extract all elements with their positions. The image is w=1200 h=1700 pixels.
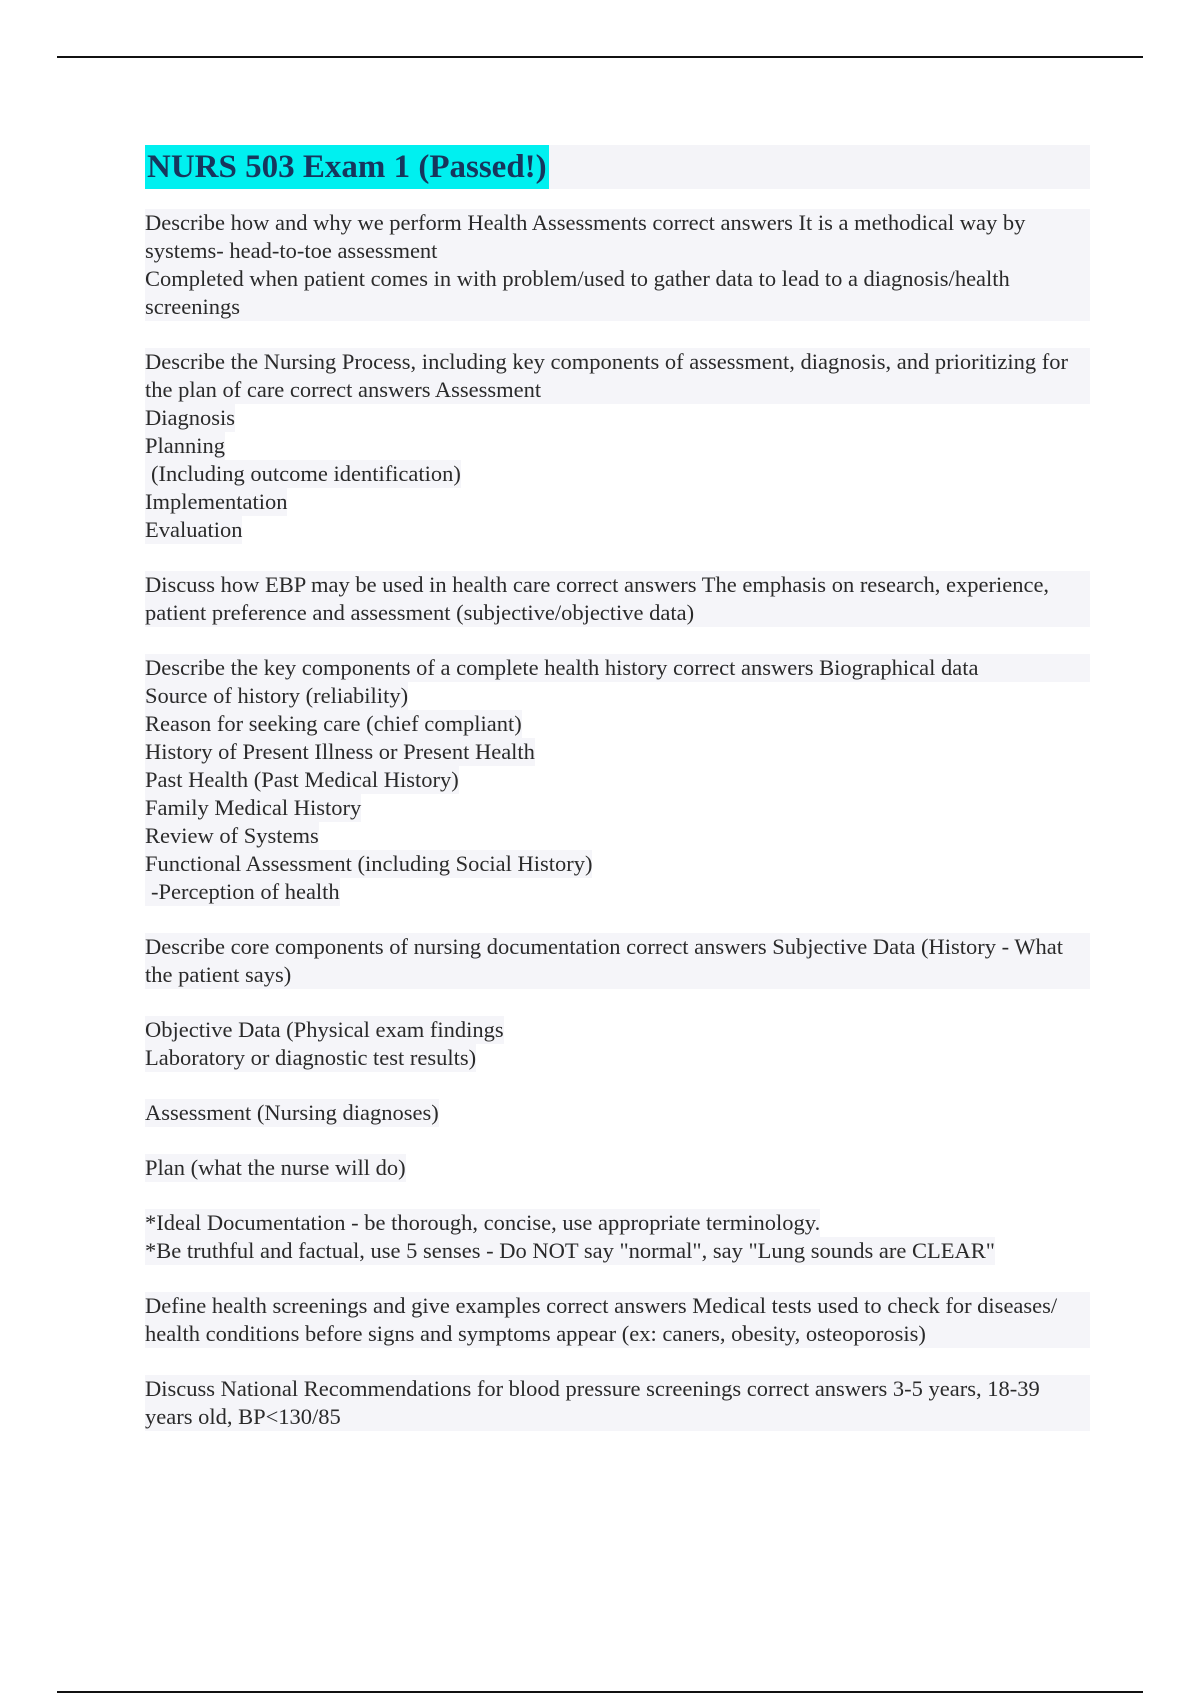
qa-line: -Perception of health xyxy=(145,878,340,906)
qa-question: Define health screenings and give examples correct answers Medical tests used to check for diseases/ health conditions before signs and symptoms appear (ex: caners, obesity, osteoporosis) xyxy=(145,1292,1090,1348)
qa-section xyxy=(145,1099,1090,1127)
qa-section xyxy=(145,654,1090,906)
qa-line: *Be truthful and factual, use 5 senses - Do NOT say "normal", say "Lung sounds are CLEAR" xyxy=(145,1238,995,1263)
qa-section xyxy=(145,1209,1090,1265)
document-body xyxy=(145,145,1090,1458)
qa-line: Past Health (Past Medical History) xyxy=(145,767,459,792)
qa-section xyxy=(145,933,1090,989)
qa-line: Planning xyxy=(145,433,226,458)
page-top-rule xyxy=(57,56,1143,58)
qa-line: Reason for seeking care (chief compliant) xyxy=(145,711,522,736)
qa-question: Assessment (Nursing diagnoses) xyxy=(145,1100,439,1125)
qa-question: Describe how and why we perform Health Assessments correct answers It is a methodical way by systems- head-to-toe assessment xyxy=(145,209,1090,265)
qa-section xyxy=(145,1292,1090,1348)
qa-line: Implementation xyxy=(145,489,288,514)
qa-line: Completed when patient comes in with problem/used to gather data to lead to a diagnosis/health screenings xyxy=(145,265,1090,321)
qa-line: Laboratory or diagnostic test results) xyxy=(145,1045,477,1070)
qa-question: Describe core components of nursing documentation correct answers Subjective Data (History - What the patient says) xyxy=(145,933,1090,989)
qa-line: History of Present Illness or Present Health xyxy=(145,739,535,764)
qa-section xyxy=(145,571,1090,627)
page-bottom-rule xyxy=(57,1691,1143,1693)
qa-section xyxy=(145,1016,1090,1072)
qa-section xyxy=(145,1154,1090,1182)
qa-line: Functional Assessment (including Social History) xyxy=(145,851,593,876)
qa-question: Plan (what the nurse will do) xyxy=(145,1155,406,1180)
qa-question: Describe the Nursing Process, including key components of assessment, diagnosis, and prioritizing for the plan of care correct answers Assessment xyxy=(145,348,1090,404)
qa-question: *Ideal Documentation - be thorough, concise, use appropriate terminology. xyxy=(145,1210,821,1235)
qa-line: Family Medical History xyxy=(145,795,362,820)
qa-line: (Including outcome identification) xyxy=(145,460,461,488)
qa-question: Discuss how EBP may be used in health care correct answers The emphasis on research, experience, patient preference and assessment (subjective/objective data) xyxy=(145,571,1090,627)
qa-question: Discuss National Recommendations for blood pressure screenings correct answers 3-5 years, 18-39 years old, BP<130/85 xyxy=(145,1375,1090,1431)
qa-question: Describe the key components of a complete health history correct answers Biographical data xyxy=(145,654,1090,682)
qa-section xyxy=(145,348,1090,544)
document-title: NURS 503 Exam 1 (Passed!) xyxy=(145,145,549,189)
qa-line: Source of history (reliability) xyxy=(145,683,409,708)
title-bar xyxy=(145,145,1090,189)
qa-line: Review of Systems xyxy=(145,823,319,848)
qa-line: Diagnosis xyxy=(145,405,235,430)
qa-question: Objective Data (Physical exam findings xyxy=(145,1017,504,1042)
qa-section xyxy=(145,1375,1090,1431)
qa-section xyxy=(145,209,1090,321)
qa-line: Evaluation xyxy=(145,517,243,542)
